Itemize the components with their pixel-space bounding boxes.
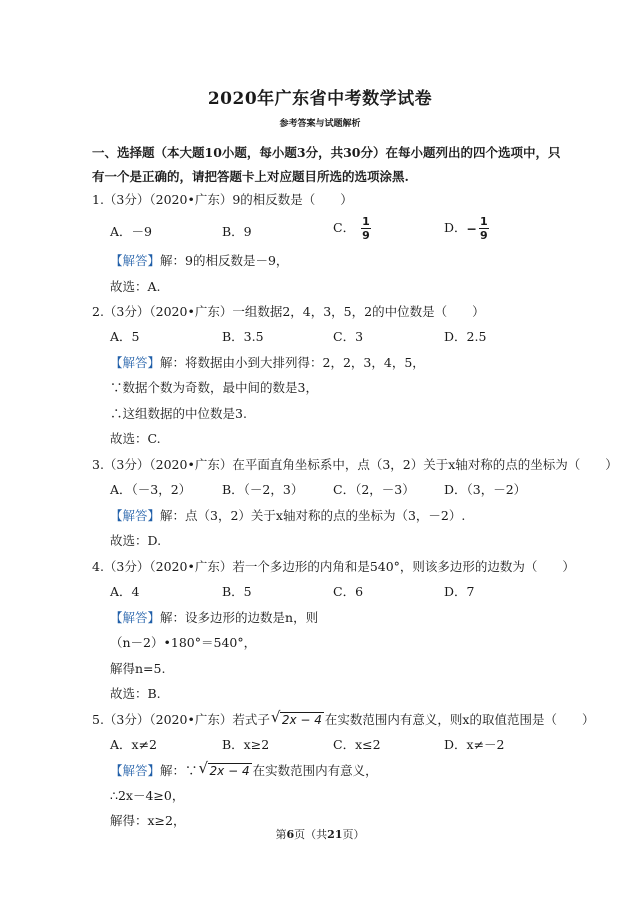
question-4-answer: 故选：B.	[110, 686, 161, 701]
question-5-stem: 5.（3分）（2020•广东）若式子 √ 2x − 4 在实数范围内有意义，则x的取值范围是（ ）	[92, 708, 595, 727]
page-title: 2020年广东省中考数学试卷	[207, 89, 433, 109]
question-3-stem: 3.（3分）（2020•广东）在平面直角坐标系中，点（3，2）关于x轴对称的点的坐标为（ ）	[92, 457, 618, 472]
question-1-solution: 【解答】解：9的相反数是－9，	[110, 253, 289, 268]
question-4-solution: 【解答】解：设多边形的边数是n，则	[110, 610, 319, 625]
question-2-stem: 2.（3分）（2020•广东）一组数据2，4，3，5，2的中位数是（ ）	[92, 304, 485, 319]
question-3-solution: 【解答】解：点（3，2）关于x轴对称的点的坐标为（3，－2）.	[110, 508, 466, 523]
question-2-solution-line-2: ∵数据个数为奇数，最中间的数是3，	[110, 380, 318, 395]
page-footer: 第6页（共21页）	[275, 828, 365, 841]
question-1-option-d: D．− $\frac{1}{9}$	[444, 215, 488, 242]
question-2-option-a: A．5	[110, 329, 140, 344]
question-2-option-d: D．2.5	[444, 329, 487, 344]
question-5-option-b: B．x≥2	[222, 737, 270, 752]
question-2-option-b: B．3.5	[222, 329, 264, 344]
question-1-option-b: B．9	[222, 224, 252, 239]
question-4-stem: 4.（3分）（2020•广东）若一个多边形的内角和是540°，则该多边形的边数为（ ）	[92, 559, 575, 574]
question-1-stem: 1.（3分）（2020•广东）9的相反数是（ ）	[92, 192, 353, 207]
question-3-option-b: B．（－2，3）	[222, 482, 304, 497]
question-1-option-a: A．－9	[110, 224, 152, 239]
section-heading: 一、选择题（本大题10小题，每小题3分，共30分）在每小题列出的四个选项中，只有一个是正确的，请把答题卡上对应题目所选的选项涂黑.	[92, 145, 561, 184]
question-2-option-c: C．3	[333, 329, 364, 344]
question-2-answer: 故选：C.	[110, 431, 161, 446]
question-3-answer: 故选：D.	[110, 533, 162, 548]
question-1-answer: 故选：A.	[110, 279, 161, 294]
question-2-solution-line-3: ∴这组数据的中位数是3.	[110, 406, 247, 421]
question-4-option-c: C．6	[333, 584, 364, 599]
current-page-number: 6	[286, 828, 295, 841]
fraction-one-ninth: $\frac{1}{9}$	[362, 215, 370, 242]
page-subtitle: 参考答案与试题解析	[279, 119, 361, 129]
question-4-option-a: A．4	[110, 584, 140, 599]
question-3-option-c: C．（2，－3）	[333, 482, 415, 497]
question-4-solution-line-3: 解得n=5.	[110, 661, 166, 676]
question-3-option-d: D．（3，－2）	[444, 482, 527, 497]
question-1-option-c: C． $\frac{1}{9}$	[333, 215, 370, 242]
question-4-option-d: D．7	[444, 584, 475, 599]
sqrt-expression: √ 2x − 4	[198, 759, 250, 778]
question-5-solution-line-3: 解得：x≥2，	[110, 813, 186, 828]
question-5-solution: 【解答】解：∵ √ 2x − 4 在实数范围内有意义，	[110, 759, 378, 778]
fraction-negative-one-ninth: $\frac{1}{9}$	[480, 215, 488, 242]
question-5-option-c: C．x≤2	[333, 737, 381, 752]
question-3-option-a: A．（－3，2）	[110, 482, 192, 497]
question-4-option-b: B．5	[222, 584, 252, 599]
sqrt-expression: √ 2x − 4	[270, 708, 322, 727]
question-4-solution-line-2: （n－2）•180°＝540°，	[110, 635, 257, 650]
question-5-option-a: A．x≠2	[110, 737, 158, 752]
question-5-option-d: D．x≠－2	[444, 737, 505, 752]
question-5-solution-line-2: ∴2x－4≥0，	[110, 788, 185, 803]
total-page-count: 21	[327, 828, 343, 841]
question-2-solution: 【解答】解：将数据由小到大排列得：2，2，3，4，5，	[110, 355, 425, 370]
